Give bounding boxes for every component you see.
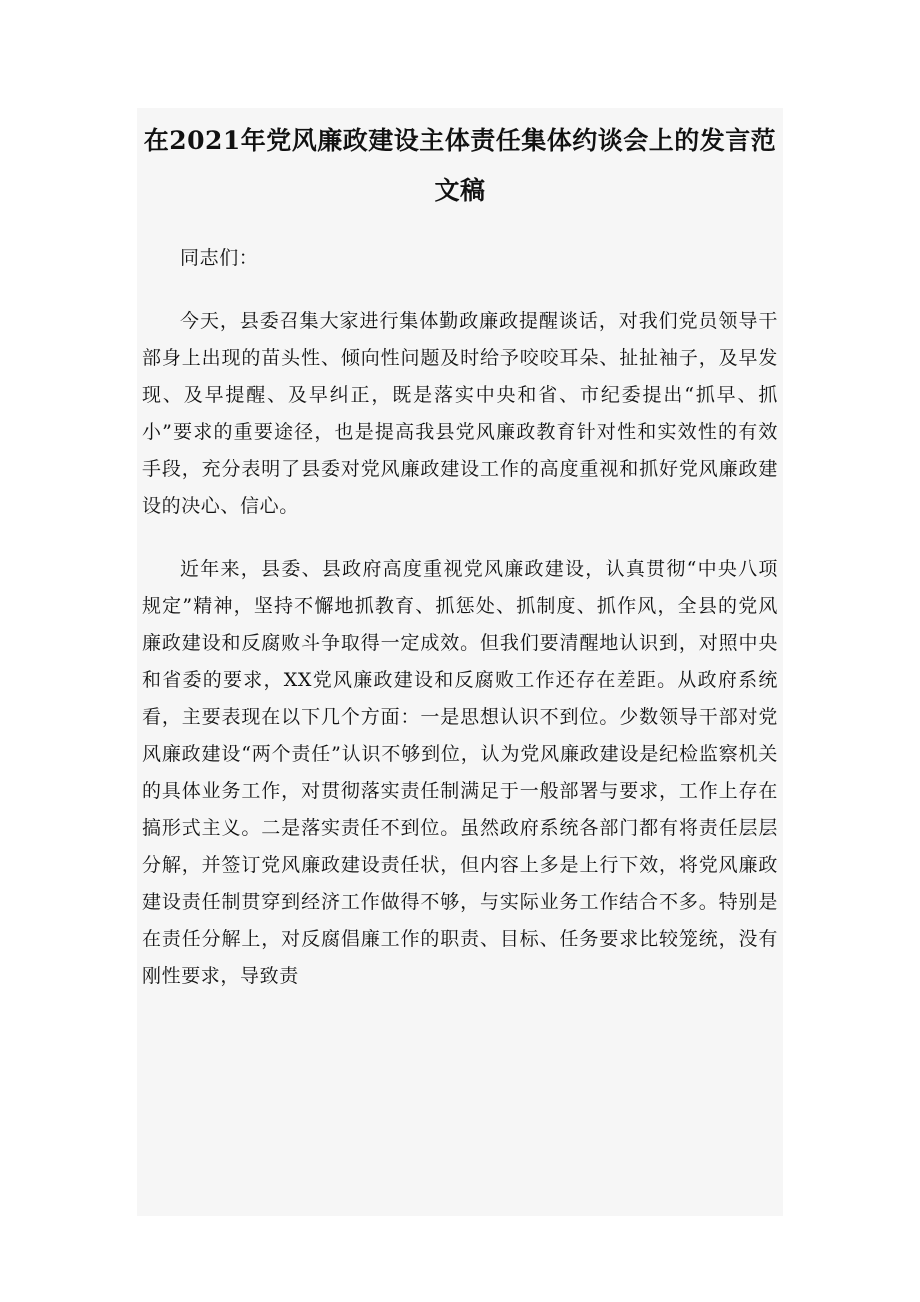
paragraph-1: 今天，县委召集大家进行集体勤政廉政提醒谈话，对我们党员领导干部身上出现的苗头性、倾向性问题及时给予咬咬耳朵、扯扯袖子，及早发现、及早提醒、及早纠正，既是落实中央和省、市纪委提出“抓早、抓小”要求的重要途径，也是提高我县党风廉政教育针对性和实效性的有效手段，充分表明了县委对党风廉政建设工作的高度重视和抓好党风廉政建设的决心、信心。 <box>142 310 778 517</box>
salutation: 同志们： <box>180 247 259 269</box>
document-page <box>137 108 783 1216</box>
document-body <box>137 240 783 995</box>
document-title: 在2021年党风廉政建设主体责任集体约谈会上的发言范文稿 <box>143 126 777 205</box>
paragraph-2: 近年来，县委、县政府高度重视党风廉政建设，认真贯彻“中央八项规定”精神，坚持不懈地抓教育、抓惩处、抓制度、抓作风，全县的党风廉政建设和反腐败斗争取得一定成效。但我们要清醒地认识到，对照中央和省委的要求，XX党风廉政建设和反腐败工作还存在差距。从政府系统看，主要表现在以下几个方面：一是思想认识不到位。少数领导干部对党风廉政建设“两个责任”认识不够到位，认为党风廉政建设是纪检监察机关的具体业务工作，对贯彻落实责任制满足于一般部署与要求，工作上存在搞形式主义。二是落实责任不到位。虽然政府系统各部门都有将责任层层分解，并签订党风廉政建设责任状，但内容上多是上行下效，将党风廉政建设责任制贯穿到经济工作做得不够，与实际业务工作结合不多。特别是在责任分解上，对反腐倡廉工作的职责、目标、任务要求比较笼统，没有刚性要求，导致责 <box>142 558 778 987</box>
